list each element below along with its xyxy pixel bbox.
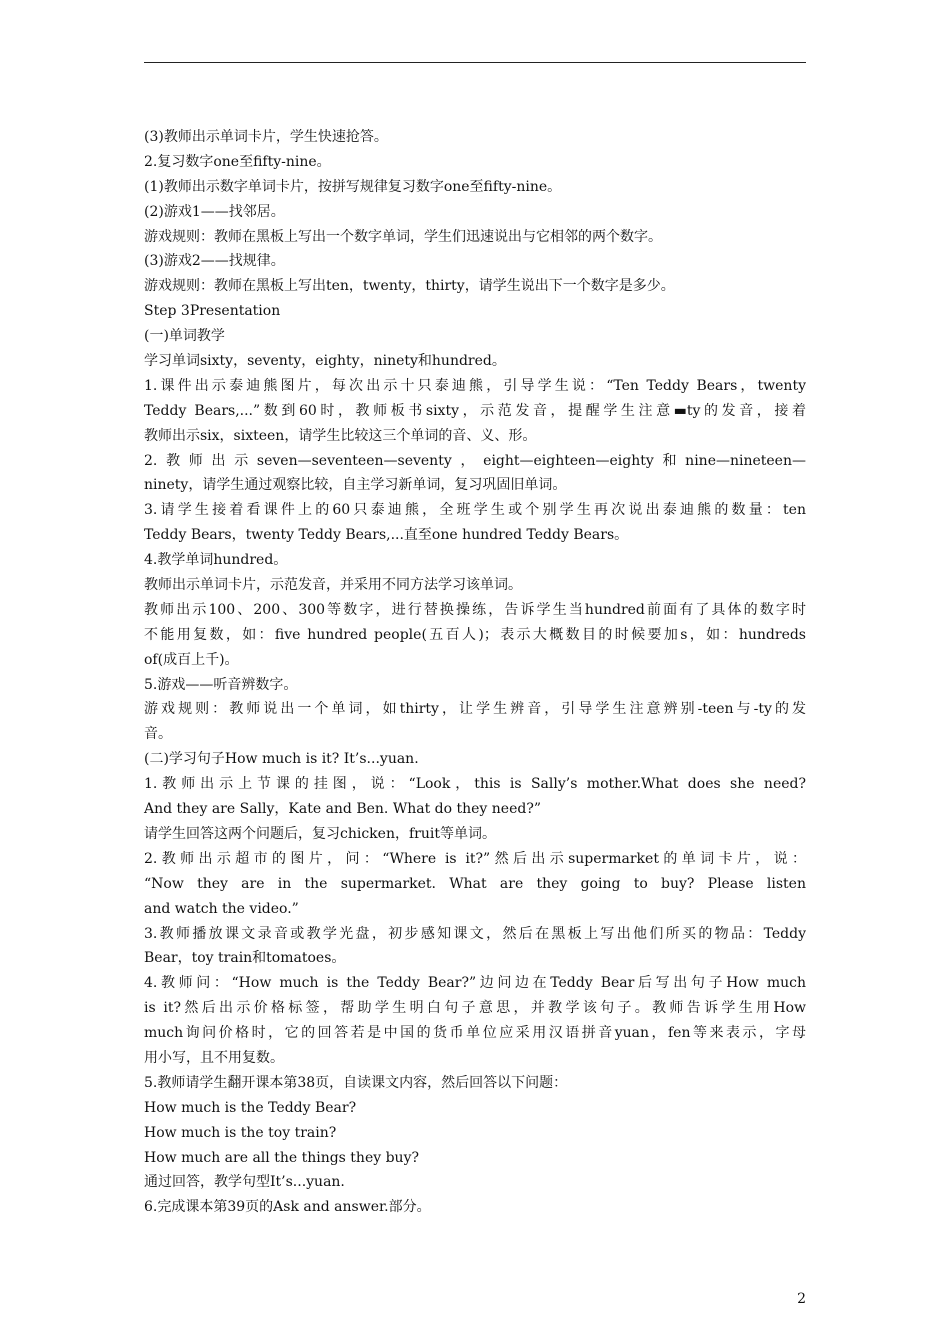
text-line: 1.教师出示上节课的挂图，说：“Look，this is Sally’s mother.What does she need?: [144, 776, 806, 793]
text-line: 学习单词sixty，seventy，eighty，ninety和hundred。: [144, 353, 506, 370]
text-line: 教师出示100、200、300等数字，进行替换操练，告诉学生当hundred前面有了具体的数字时: [144, 601, 806, 618]
text-line: 教师出示单词卡片，示范发音，并采用不同方法学习该单词。: [144, 577, 522, 594]
text-line: How much is the toy train?: [144, 1124, 337, 1141]
text-line: 游戏规则：教师在黑板上写出ten，twenty，thirty，请学生说出下一个数字是多少。: [144, 278, 675, 295]
text-line: (3)游戏2——找规律。: [144, 253, 285, 270]
text-line: 用小写，且不用复数。: [144, 1049, 284, 1066]
text-line: 不能用复数，如：five hundred people(五百人)；表示大概数目的时候要加s，如：hundreds: [144, 626, 806, 643]
text-line: (一)单词教学: [144, 328, 225, 345]
text-line: is it?然后出示价格标签，帮助学生明白句子意思，并教学该句子。教师告诉学生用How: [144, 1000, 806, 1017]
text-line: How much are all the things they buy?: [144, 1149, 419, 1166]
text-line: 2.教师出示seven—seventeen—seventy，eight—eighteen—eighty和nine—nineteen—: [144, 452, 806, 469]
text-line: How much is the Teddy Bear?: [144, 1099, 357, 1116]
text-line: 音。: [144, 726, 172, 743]
text-line: ninety，请学生通过观察比较，自主学习新单词，复习巩固旧单词。: [144, 477, 567, 494]
header-rule: [144, 62, 806, 63]
text-line: (二)学习句子How much is it? It’s...yuan.: [144, 751, 419, 768]
text-line: 1.课件出示泰迪熊图片，每次出示十只泰迪熊，引导学生说：“Ten Teddy Bears，twenty: [144, 377, 806, 394]
text-line: 3.教师播放课文录音或教学光盘，初步感知课文，然后在黑板上写出他们所买的物品：Teddy: [144, 925, 806, 942]
text-line: 教师出示six，sixteen，请学生比较这三个单词的音、义、形。: [144, 427, 537, 444]
text-line: of(成百上千)。: [144, 651, 239, 668]
text-line: Teddy Bears，twenty Teddy Bears,...直至one hundred Teddy Bears。: [144, 527, 629, 544]
text-line: 请学生回答这两个问题后，复习chicken，fruit等单词。: [144, 825, 496, 842]
text-line: 5.教师请学生翻开课本第38页，自读课文内容，然后回答以下问题：: [144, 1074, 568, 1091]
text-line: (1)教师出示数字单词卡片，按拼写规律复习数字one至fifty-nine。: [144, 178, 562, 195]
text-line: 2.教师出示超市的图片，问：“Where is it?”然后出示supermarket的单词卡片，说：: [144, 850, 806, 867]
text-line: Step 3Presentation: [144, 303, 281, 320]
text-line: 5.游戏——听音辨数字。: [144, 676, 298, 693]
text-line: And they are Sally，Kate and Ben. What do they need?”: [144, 801, 542, 818]
text-line: “Now they are in the supermarket. What are they going to buy? Please listen: [144, 875, 806, 892]
text-line: (3)教师出示单词卡片，学生快速抢答。: [144, 129, 388, 145]
text-line: 2.复习数字one至fifty-nine。: [144, 153, 331, 170]
document-body: [144, 125, 806, 1220]
text-line: 游戏规则：教师在黑板上写出一个数字单词，学生们迅速说出与它相邻的两个数字。: [144, 228, 662, 245]
page-number: 2: [797, 1291, 806, 1307]
text-line: Teddy Bears,...”数到60时，教师板书sixty，示范发音，提醒学生注意▬ty的发音，接着: [144, 402, 806, 419]
text-line: 4.教师问：“How much is the Teddy Bear?”边问边在Teddy Bear后写出句子How much: [144, 975, 806, 992]
text-line: 通过回答，教学句型It’s...yuan.: [144, 1174, 345, 1191]
text-line: 6.完成课本第39页的Ask and answer.部分。: [144, 1199, 431, 1216]
text-line: much询问价格时，它的回答若是中国的货币单位应采用汉语拼音yuan，fen等来表示，字母: [144, 1025, 806, 1042]
text-line: 4.教学单词hundred。: [144, 552, 288, 569]
text-line: 3.请学生接着看课件上的60只泰迪熊，全班学生或个别学生再次说出泰迪熊的数量：ten: [144, 502, 806, 519]
text-line: 游戏规则：教师说出一个单词，如thirty，让学生辨音，引导学生注意辨别-teen与-ty的发: [144, 701, 806, 718]
text-line: and watch the video.”: [144, 900, 299, 917]
text-line: (2)游戏1——找邻居。: [144, 203, 285, 220]
text-line: Bear，toy train和tomatoes。: [144, 950, 346, 967]
